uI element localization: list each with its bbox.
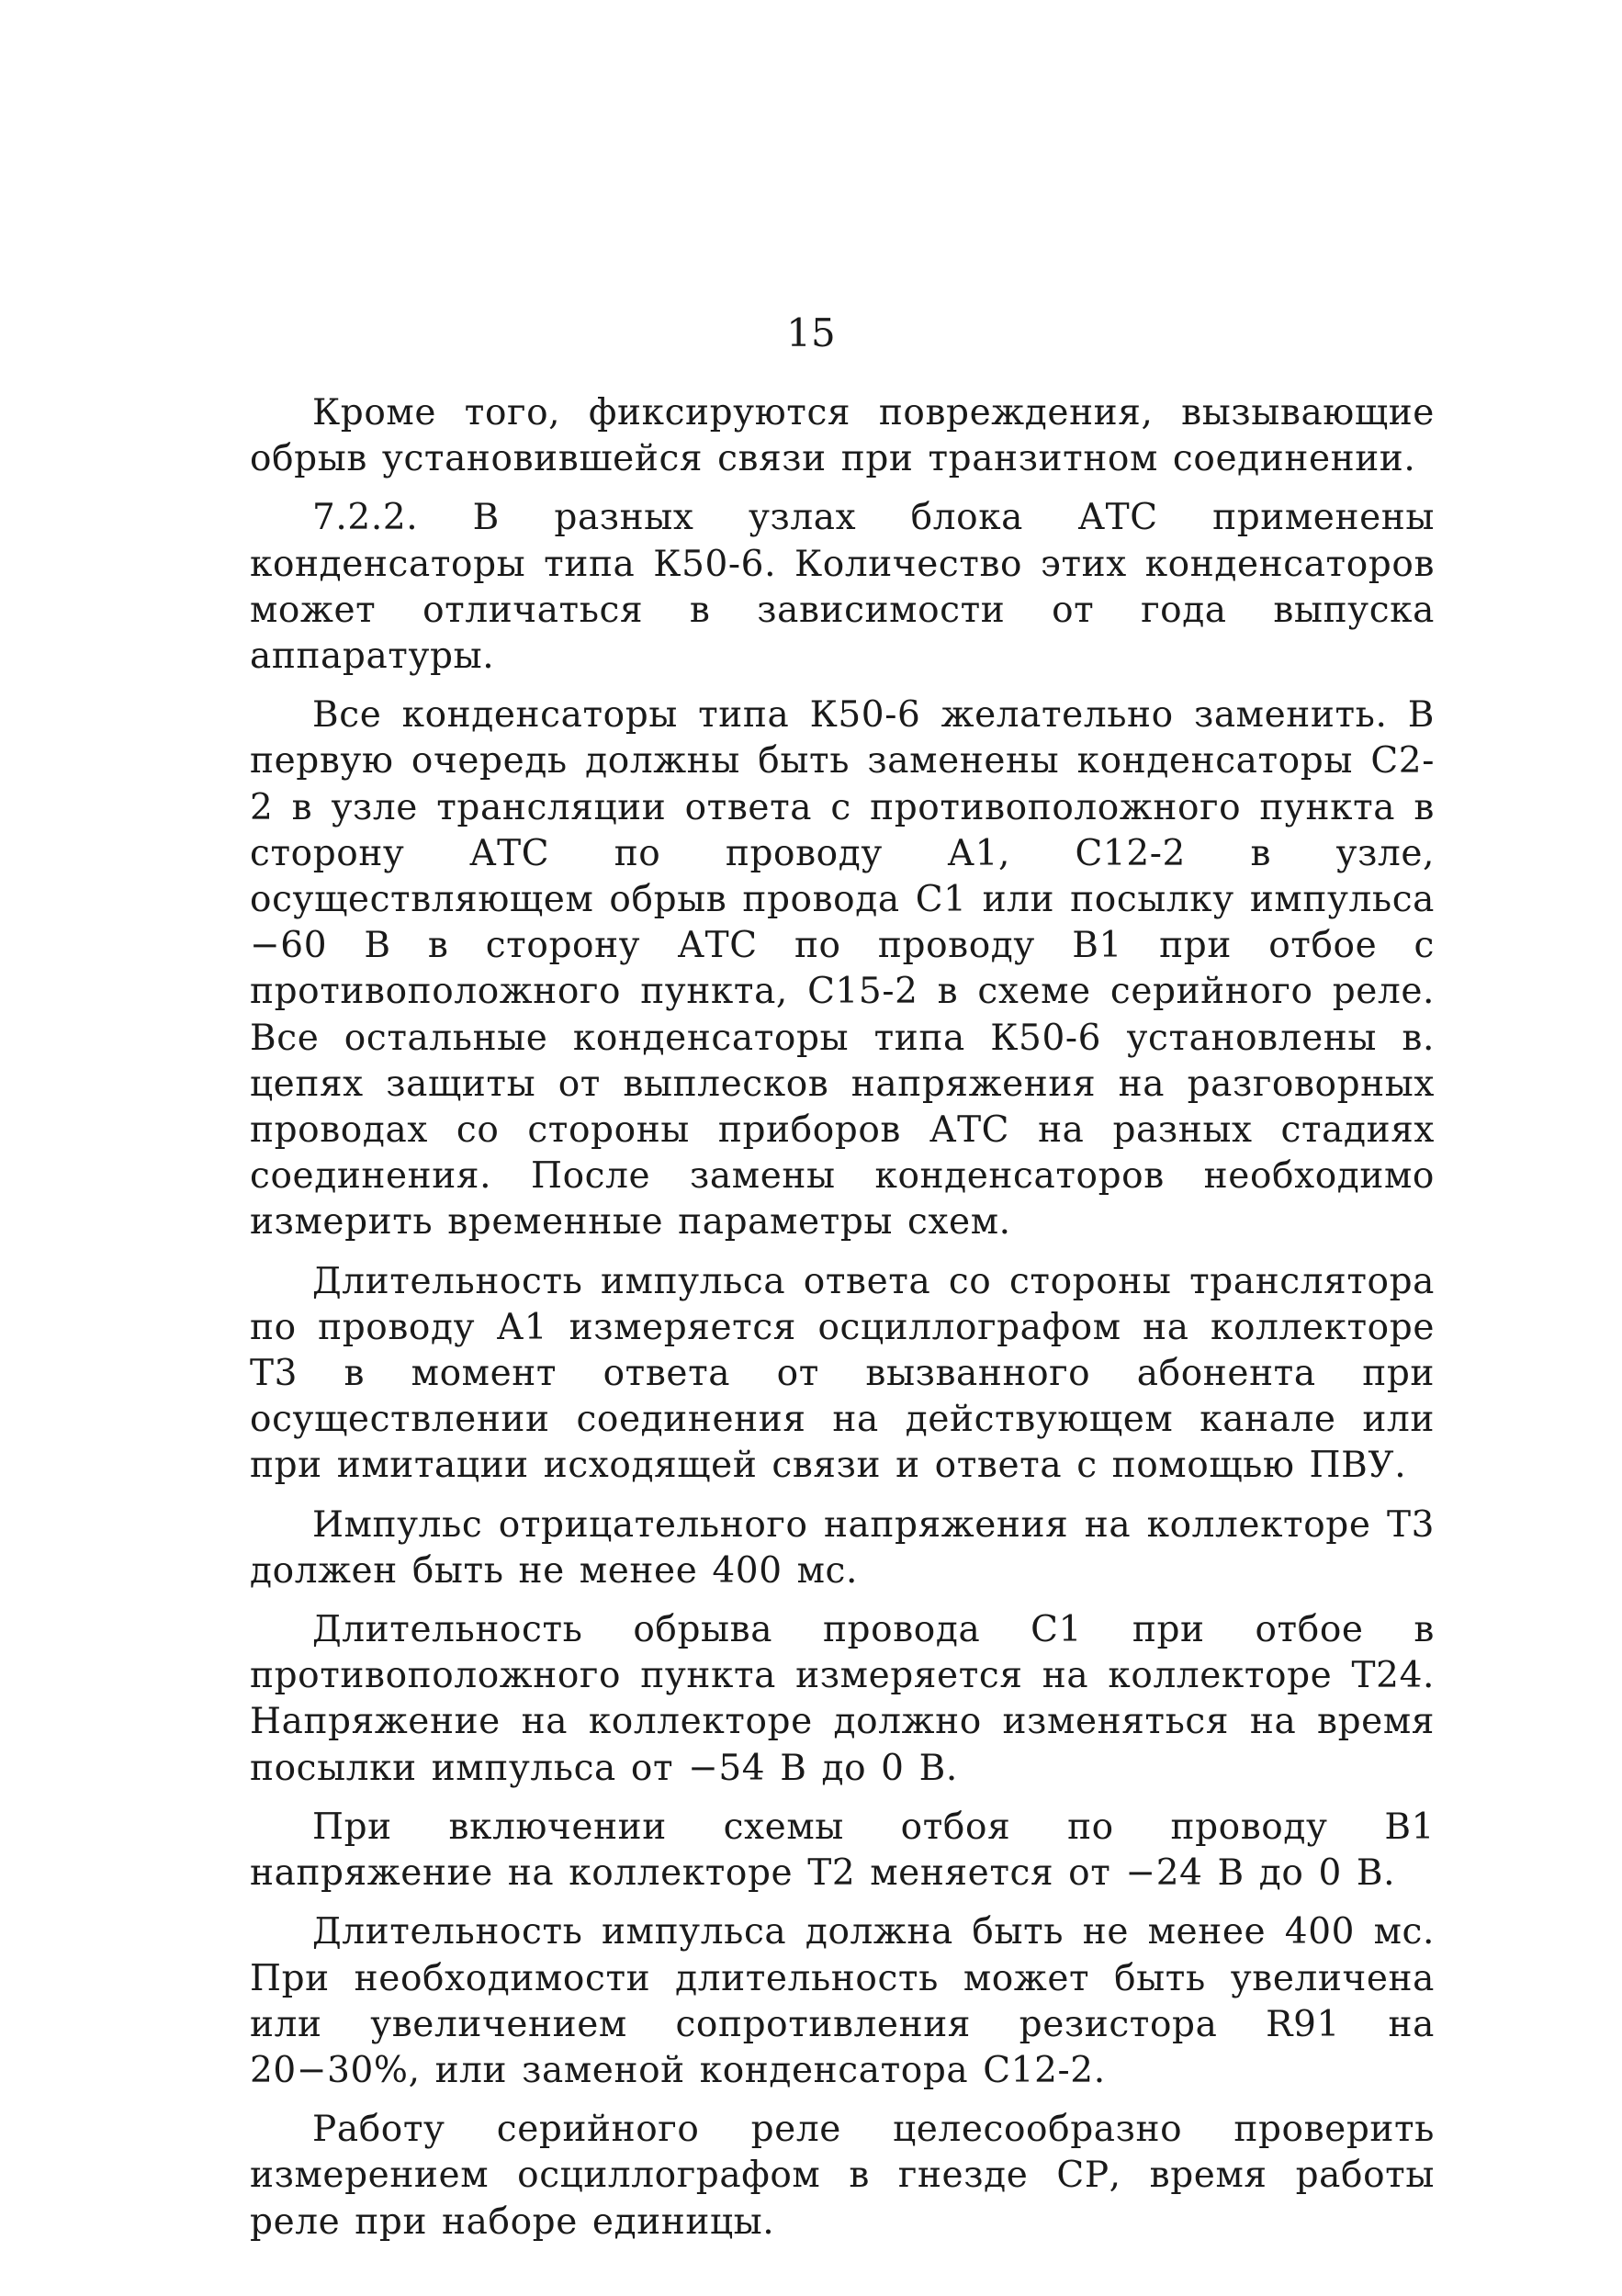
paragraph: Длительность обрыва провода С1 при отбое в противоположного пункта измеряется на коллекторе Т24. Напряжение на коллекторе должно изменяться на время посылки импульса от −54 В до 0 В. [250,1609,1435,1789]
paragraph: Длительность импульса ответа со стороны транслятора по проводу А1 измеряется осциллографом на коллекторе Т3 в момент ответа от вызванного абонента при осуществлении соединения на действующем канале или при имитации исходящей связи и ответа с помощью ПВУ. [250,1260,1435,1487]
paragraph: Работу серийного реле целесообразно проверить измерением осциллографом в гнезде СР, время работы реле при наборе единицы. [250,2109,1435,2243]
paragraph: При включении схемы отбоя по проводу В1 напряжение на коллекторе Т2 меняется от −24 В до 0 В. [250,1806,1435,1895]
paragraph: 7.2.2. В разных узлах блока АТС применены конденсаторы типа К50-6. Количество этих конденсаторов может отличаться в зависимости от года выпуска аппаратуры. [250,497,1435,678]
text-body [250,390,1435,2258]
paragraph: Длительность импульса должна быть не менее 400 мс. При необходимости длительность может быть увеличена или увеличением сопротивления резистора R91 на 20−30%, или заменой конденсатора С12-2. [250,1911,1435,2091]
paragraph: Импульс отрицательного напряжения на коллекторе Т3 должен быть не менее 400 мс. [250,1503,1435,1592]
paragraph: Все конденсаторы типа К50-6 желательно заменить. В первую очередь должны быть заменены конденсаторы С2-2 в узле трансляции ответа с противоположного пункта в сторону АТС по проводу А1, С12-2 в узле, осуществляющем обрыв провода С1 или посылку импульса −60 В в сторону АТС по проводу В1 при отбое с противоположного пункта, С15-2 в схеме серийного реле. Все остальные конденсаторы типа К50-6 установлены в. цепях защиты от выплесков напряжения на разговорных проводах со стороны приборов АТС на разных стадиях соединения. После замены конденсаторов необходимо измерить временные параметры схем. [250,694,1435,1244]
page-number: 15 [786,310,836,355]
paragraph: Кроме того, фиксируются повреждения, вызывающие обрыв установившейся связи при транзитном соединении. [250,392,1435,480]
